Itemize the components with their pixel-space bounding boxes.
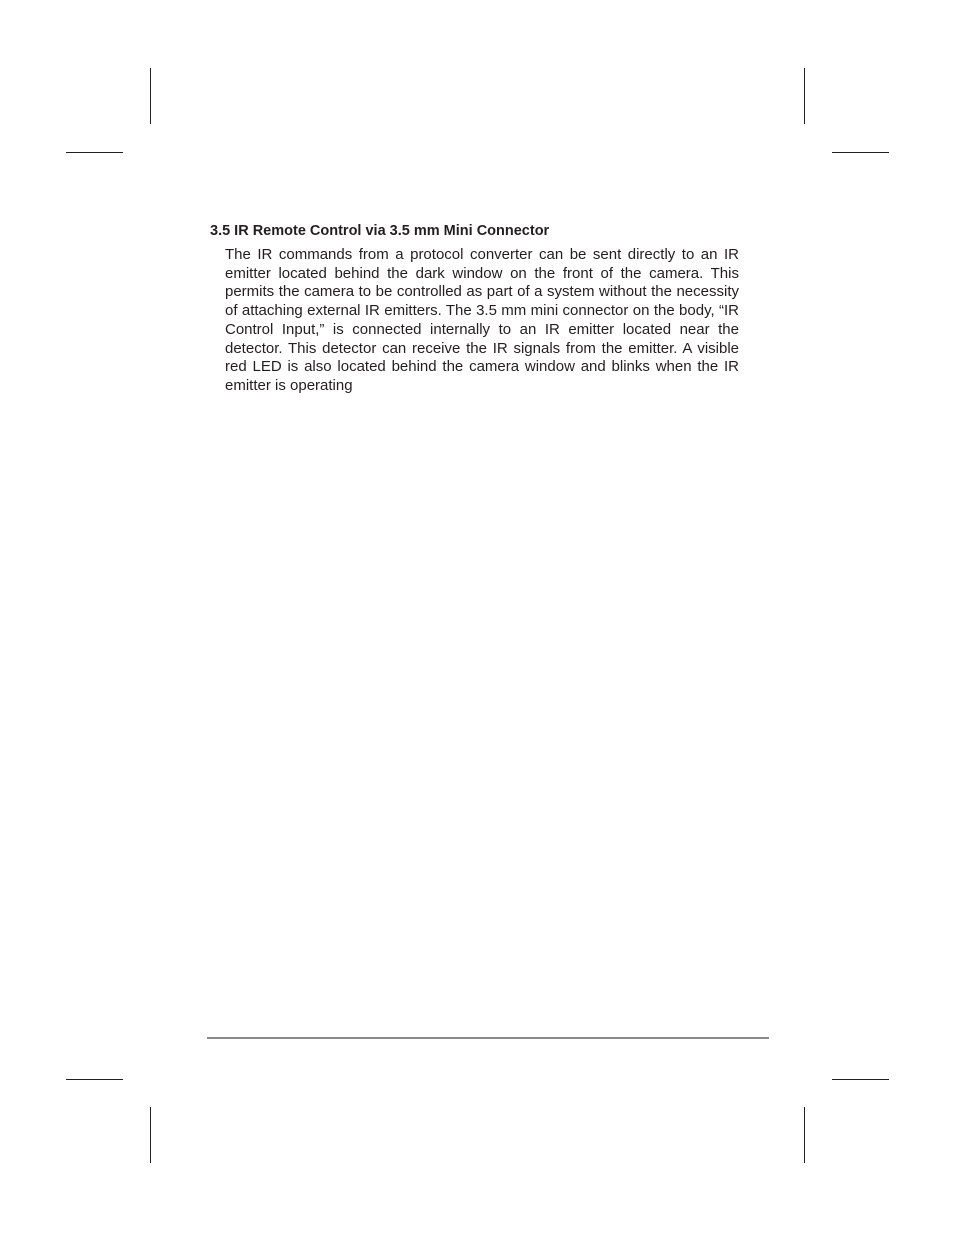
section-heading: 3.5 IR Remote Control via 3.5 mm Mini Connector [210, 223, 550, 239]
crop-mark-top-left-horizontal [66, 152, 123, 153]
crop-mark-bottom-right-vertical [804, 1107, 805, 1163]
crop-mark-bottom-left-horizontal [66, 1079, 123, 1080]
crop-mark-bottom-right-horizontal [832, 1079, 889, 1080]
crop-mark-top-right-horizontal [832, 152, 889, 153]
crop-mark-bottom-left-vertical [150, 1107, 151, 1163]
crop-mark-top-right-vertical [804, 68, 805, 124]
crop-mark-top-left-vertical [150, 68, 151, 124]
section-paragraph: The IR commands from a protocol converter can be sent directly to an IR emitter located behind the dark window on the front of the camera. This permits the camera to be controlled as part of a system without the necessity of attaching external IR emitters. The 3.5 mm mini connector on the body, “IR Control Input,” is connected internally to an IR emitter located near the detector. This detector can receive the IR signals from the emitter. A visible red LED is also located behind the camera window and blinks when the IR emitter is operating [225, 246, 739, 394]
footer-rule [207, 1037, 769, 1039]
